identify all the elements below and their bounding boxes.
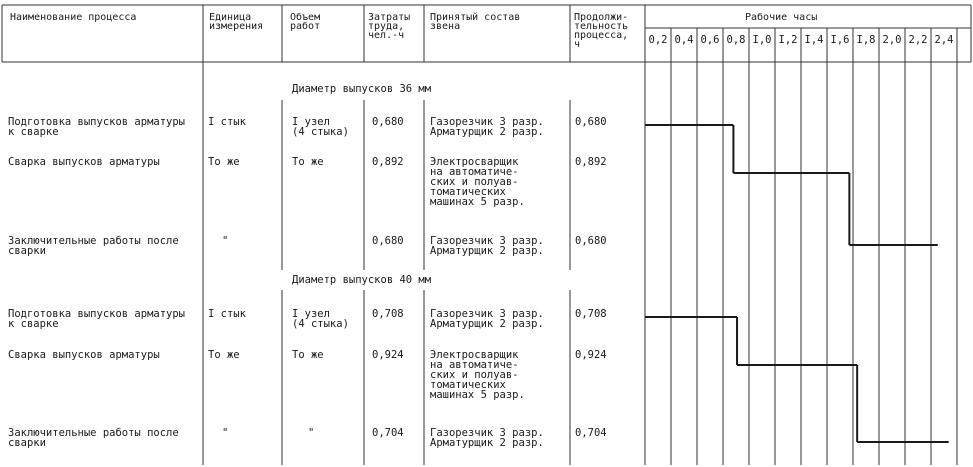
hour-tick: 0,2 — [648, 34, 668, 46]
header-unit: Единица измерения — [209, 12, 264, 32]
row-crew: Газорезчик 3 разр. Арматурщик 2 разр. — [430, 116, 544, 138]
row-crew: Электросварщик на автоматиче- ских и полуав- томатических машинах 5 разр. — [430, 156, 525, 208]
row-process: Заключительные работы после сварки — [8, 235, 179, 257]
hour-tick: I,6 — [830, 34, 850, 46]
row-volume: То же — [292, 349, 324, 361]
row-process: Подготовка выпусков арматуры к сварке — [8, 116, 186, 138]
row-crew: Газорезчик 3 разр. Арматурщик 2 разр. — [430, 308, 544, 330]
row-duration: 0,708 — [575, 308, 607, 320]
row-labor: 0,924 — [372, 349, 404, 361]
row-duration: 0,892 — [575, 156, 607, 168]
hour-tick: 0,4 — [674, 34, 694, 46]
row-labor: 0,708 — [372, 308, 404, 320]
header-hours: Рабочие часы — [745, 12, 818, 23]
row-unit: То же — [208, 156, 240, 168]
hour-tick: 2,2 — [908, 34, 928, 46]
row-unit: " — [222, 427, 229, 439]
row-labor: 0,680 — [372, 116, 404, 128]
row-volume: " — [308, 427, 315, 439]
row-unit: I стык — [208, 116, 246, 128]
hour-tick: I,2 — [778, 34, 798, 46]
header-process: Наименование процесса — [10, 12, 137, 23]
row-unit: То же — [208, 349, 240, 361]
header-duration: Продолжи- тельность процесса, ч — [574, 12, 629, 50]
row-duration: 0,680 — [575, 235, 607, 247]
hour-tick: 2,4 — [934, 34, 954, 46]
hour-tick: 2,0 — [882, 34, 902, 46]
hour-tick: 0,6 — [700, 34, 720, 46]
row-crew: Электросварщик на автоматиче- ских и полуав- томатических машинах 5 разр. — [430, 349, 525, 401]
row-labor: 0,680 — [372, 235, 404, 247]
hour-tick: I,8 — [856, 34, 876, 46]
row-unit: I стык — [208, 308, 246, 320]
row-process: Сварка выпусков арматуры — [8, 156, 160, 168]
row-duration: 0,924 — [575, 349, 607, 361]
header-volume: Объем работ — [290, 12, 321, 32]
row-duration: 0,704 — [575, 427, 607, 439]
section-title: Диаметр выпусков 40 мм — [292, 274, 432, 286]
section-title: Диаметр выпусков 36 мм — [292, 83, 432, 95]
hour-tick: 0,8 — [726, 34, 746, 46]
hour-tick: I,4 — [804, 34, 824, 46]
header-labor: Затраты труда, чел.-ч — [368, 12, 411, 41]
row-duration: 0,680 — [575, 116, 607, 128]
row-labor: 0,892 — [372, 156, 404, 168]
row-process: Заключительные работы после сварки — [8, 427, 179, 449]
row-volume: I узел (4 стыка) — [292, 308, 349, 330]
row-labor: 0,704 — [372, 427, 404, 439]
hour-tick: I,0 — [752, 34, 772, 46]
row-volume: I узел (4 стыка) — [292, 116, 349, 138]
row-process: Подготовка выпусков арматуры к сварке — [8, 308, 186, 330]
row-crew: Газорезчик 3 разр. Арматурщик 2 разр. — [430, 427, 544, 449]
row-unit: " — [222, 235, 229, 247]
header-crew: Принятый состав звена — [430, 12, 521, 32]
row-process: Сварка выпусков арматуры — [8, 349, 160, 361]
row-crew: Газорезчик 3 разр. Арматурщик 2 разр. — [430, 235, 544, 257]
row-volume: То же — [292, 156, 324, 168]
